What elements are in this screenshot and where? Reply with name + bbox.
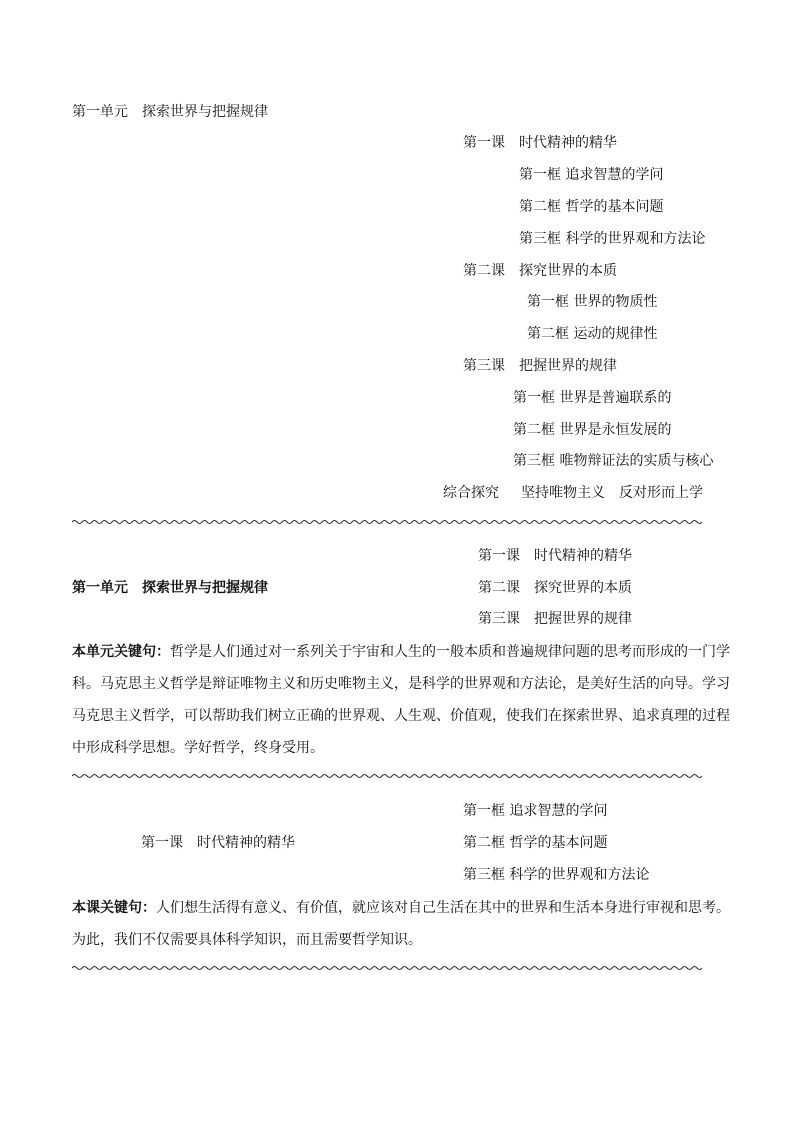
lesson-title: 第一课 时代精神的精华 [141, 835, 295, 851]
lesson-key-paragraph [72, 892, 742, 956]
lesson-section-1: 第一框 追求智慧的学问 [463, 803, 608, 819]
unit-key-paragraph [72, 636, 732, 764]
unit-title: 第一单元 探索世界与把握规律 [72, 580, 268, 596]
toc-synthesis [443, 483, 703, 503]
toc-lesson-1-section-3: 第三框 科学的世界观和方法论 [519, 231, 706, 247]
toc-lesson-3-section-1: 第一框 世界是普遍联系的 [513, 390, 672, 406]
toc-unit-title: 第一单元 探索世界与把握规律 [72, 104, 268, 120]
toc-lesson-2-section-2: 第二框 运动的规律性 [527, 326, 658, 342]
toc-lesson-2-section-1: 第一框 世界的物质性 [527, 294, 658, 310]
toc-lesson-3: 第三课 把握世界的规律 [463, 358, 617, 374]
unit-key-text: 哲学是人们通过对一系列关于宇宙和人生的一般本质和普遍规律问题的思考而形成的一门学科。马克思主义哲学是辩证唯物主义和历史唯物主义，是科学的世界观和方法论，是美好生活的向导。学习马克思主义哲学，可以帮助我们树立正确的世界观、人生观、价值观，使我们在探索世界、追求真理的过程中形成科学思想。学好哲学，终身受用。 [72, 644, 730, 756]
unit-lesson-3: 第三课 把握世界的规律 [478, 611, 632, 627]
unit-key-label: 本单元关键句： [72, 644, 170, 660]
toc-synthesis-label: 综合探究 [443, 485, 499, 501]
toc-lesson-1-section-1: 第一框 追求智慧的学问 [519, 167, 664, 183]
lesson-key-label: 本课关键句： [72, 900, 156, 916]
lesson-section-2: 第二框 哲学的基本问题 [463, 835, 608, 851]
toc-lesson-1-section-2: 第二框 哲学的基本问题 [519, 199, 664, 215]
wavy-divider [72, 772, 702, 780]
toc-lesson-3-section-2: 第二框 世界是永恒发展的 [513, 422, 672, 438]
toc-lesson-1: 第一课 时代精神的精华 [463, 135, 617, 151]
unit-lesson-2: 第二课 探究世界的本质 [478, 580, 632, 596]
lesson-section-3: 第三框 科学的世界观和方法论 [463, 867, 650, 883]
lesson-key-text: 人们想生活得有意义、有价值，就应该对自己生活在其中的世界和生活本身进行审视和思考。为此，我们不仅需要具体科学知识，而且需要哲学知识。 [72, 900, 730, 948]
toc-synthesis-title: 坚持唯物主义 反对形而上学 [521, 485, 703, 501]
toc-lesson-2: 第二课 探究世界的本质 [463, 263, 617, 279]
wavy-divider [72, 964, 702, 972]
unit-lesson-1: 第一课 时代精神的精华 [478, 548, 632, 564]
toc-lesson-3-section-3: 第三框 唯物辩证法的实质与核心 [513, 453, 714, 469]
wavy-divider [72, 518, 702, 526]
